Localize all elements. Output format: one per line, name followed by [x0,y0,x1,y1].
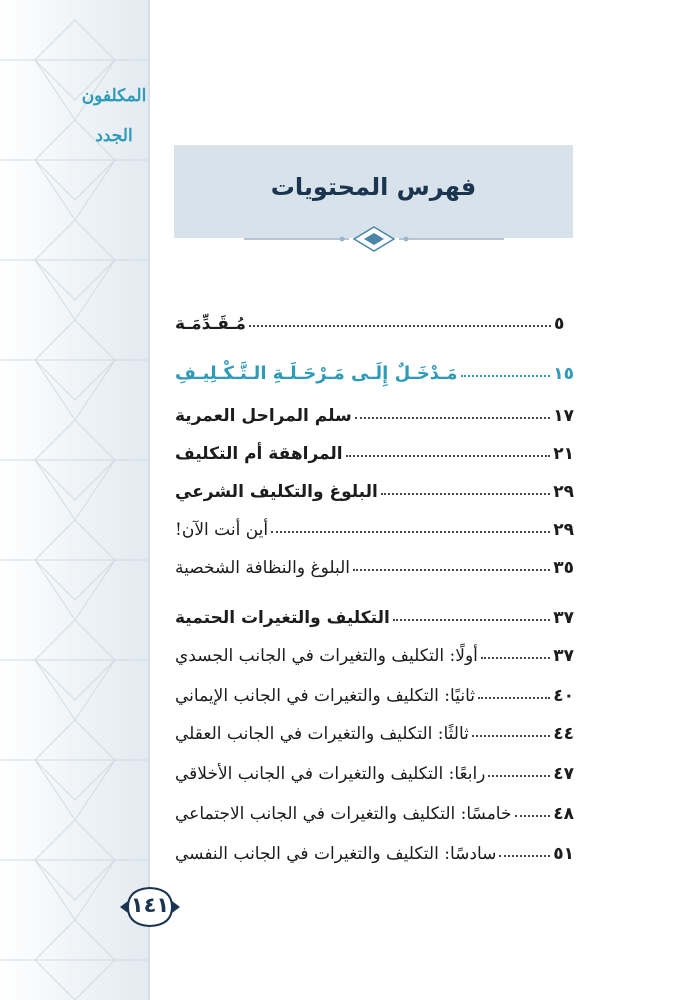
leader-dots [393,618,550,621]
toc-entry-title: سلم المراحل العمرية [175,406,352,426]
leader-dots [488,774,550,777]
toc-entry [172,750,574,784]
leader-dots [515,814,551,817]
toc-entry [172,468,574,502]
toc-entry-page: ١٥ [553,364,574,384]
toc-entry [172,790,574,824]
toc-entry-title: مُـقَـدِّمَـة [175,314,246,334]
toc-entry-page: ٢١ [553,444,574,464]
leader-dots [478,696,550,699]
toc-entry [172,544,574,578]
toc-entry-page: ٣٥ [553,558,574,578]
book-logo: المكلفون الجدد [81,86,147,146]
toc-entry-page: ٥١ [553,844,574,864]
page-number-badge [118,884,182,930]
toc-entry-page: ٤٤ [553,724,574,744]
toc-entry [172,430,574,464]
leader-dots [499,854,550,857]
toc-entry-title: التكليف والتغيرات الحتمية [175,608,390,628]
leader-dots [381,492,550,495]
toc-entry [172,350,574,384]
toc-entry-title: رابعًا: التكليف والتغيرات في الجانب الأخلاقي [175,764,486,784]
title-ornament [234,225,514,253]
leader-dots [353,568,550,571]
toc-entry-page: ٣٧ [553,608,574,628]
toc-entry-title: خامسًا: التكليف والتغيرات في الجانب الاجتماعي [175,804,512,824]
band-edge-line [148,0,150,1000]
toc-entry-title: سادسًا: التكليف والتغيرات في الجانب النفسي [175,844,497,864]
toc-entry-title: المراهقة أم التكليف [175,444,343,464]
toc-entry-page: ٥ [554,314,565,334]
page-number: ١٤١ [130,893,170,917]
toc-entry [172,672,574,706]
toc-entry-title: ثانيًا: التكليف والتغيرات في الجانب الإيماني [175,686,475,706]
toc-entry-title: أولًا: التكليف والتغيرات في الجانب الجسدي [175,646,478,666]
toc-entry-page: ٤٧ [553,764,574,784]
leader-dots [249,324,551,327]
leader-dots [472,734,550,737]
page-title: فهرس المحتويات [270,173,477,201]
toc-entry-page: ٣٧ [553,646,574,666]
toc-entry-page: ٤٨ [553,804,574,824]
toc-entry [172,830,574,864]
leader-dots [346,454,551,457]
leader-dots [461,374,551,377]
toc-entry-page: ١٧ [553,406,574,426]
toc-entry-title: ثالثًا: التكليف والتغيرات في الجانب العقلي [175,724,469,744]
leader-dots [271,530,550,533]
toc-entry [172,506,574,540]
toc-entry-page: ٤٠ [553,686,574,706]
leader-dots [355,416,551,419]
toc-entry [172,594,574,628]
toc-entry-title: البلوغ والتكليف الشرعي [175,482,378,502]
leader-dots [481,656,550,659]
toc-entry-page: ٢٩ [553,482,574,502]
toc-entry [172,632,574,666]
toc-entry-title: مَـدْخَـلٌ إِلَـى مَـرْحَـلَـةِ الـتَّـكْـلِيـفِ [175,363,458,384]
toc-entry [172,710,574,744]
toc-entry-title: البلوغ والنظافة الشخصية [175,558,351,578]
toc-entry [172,300,574,334]
toc-entry [172,392,574,426]
toc-entry-page: ٢٩ [553,520,574,540]
toc-entry-title: أين أنت الآن! [175,520,269,540]
